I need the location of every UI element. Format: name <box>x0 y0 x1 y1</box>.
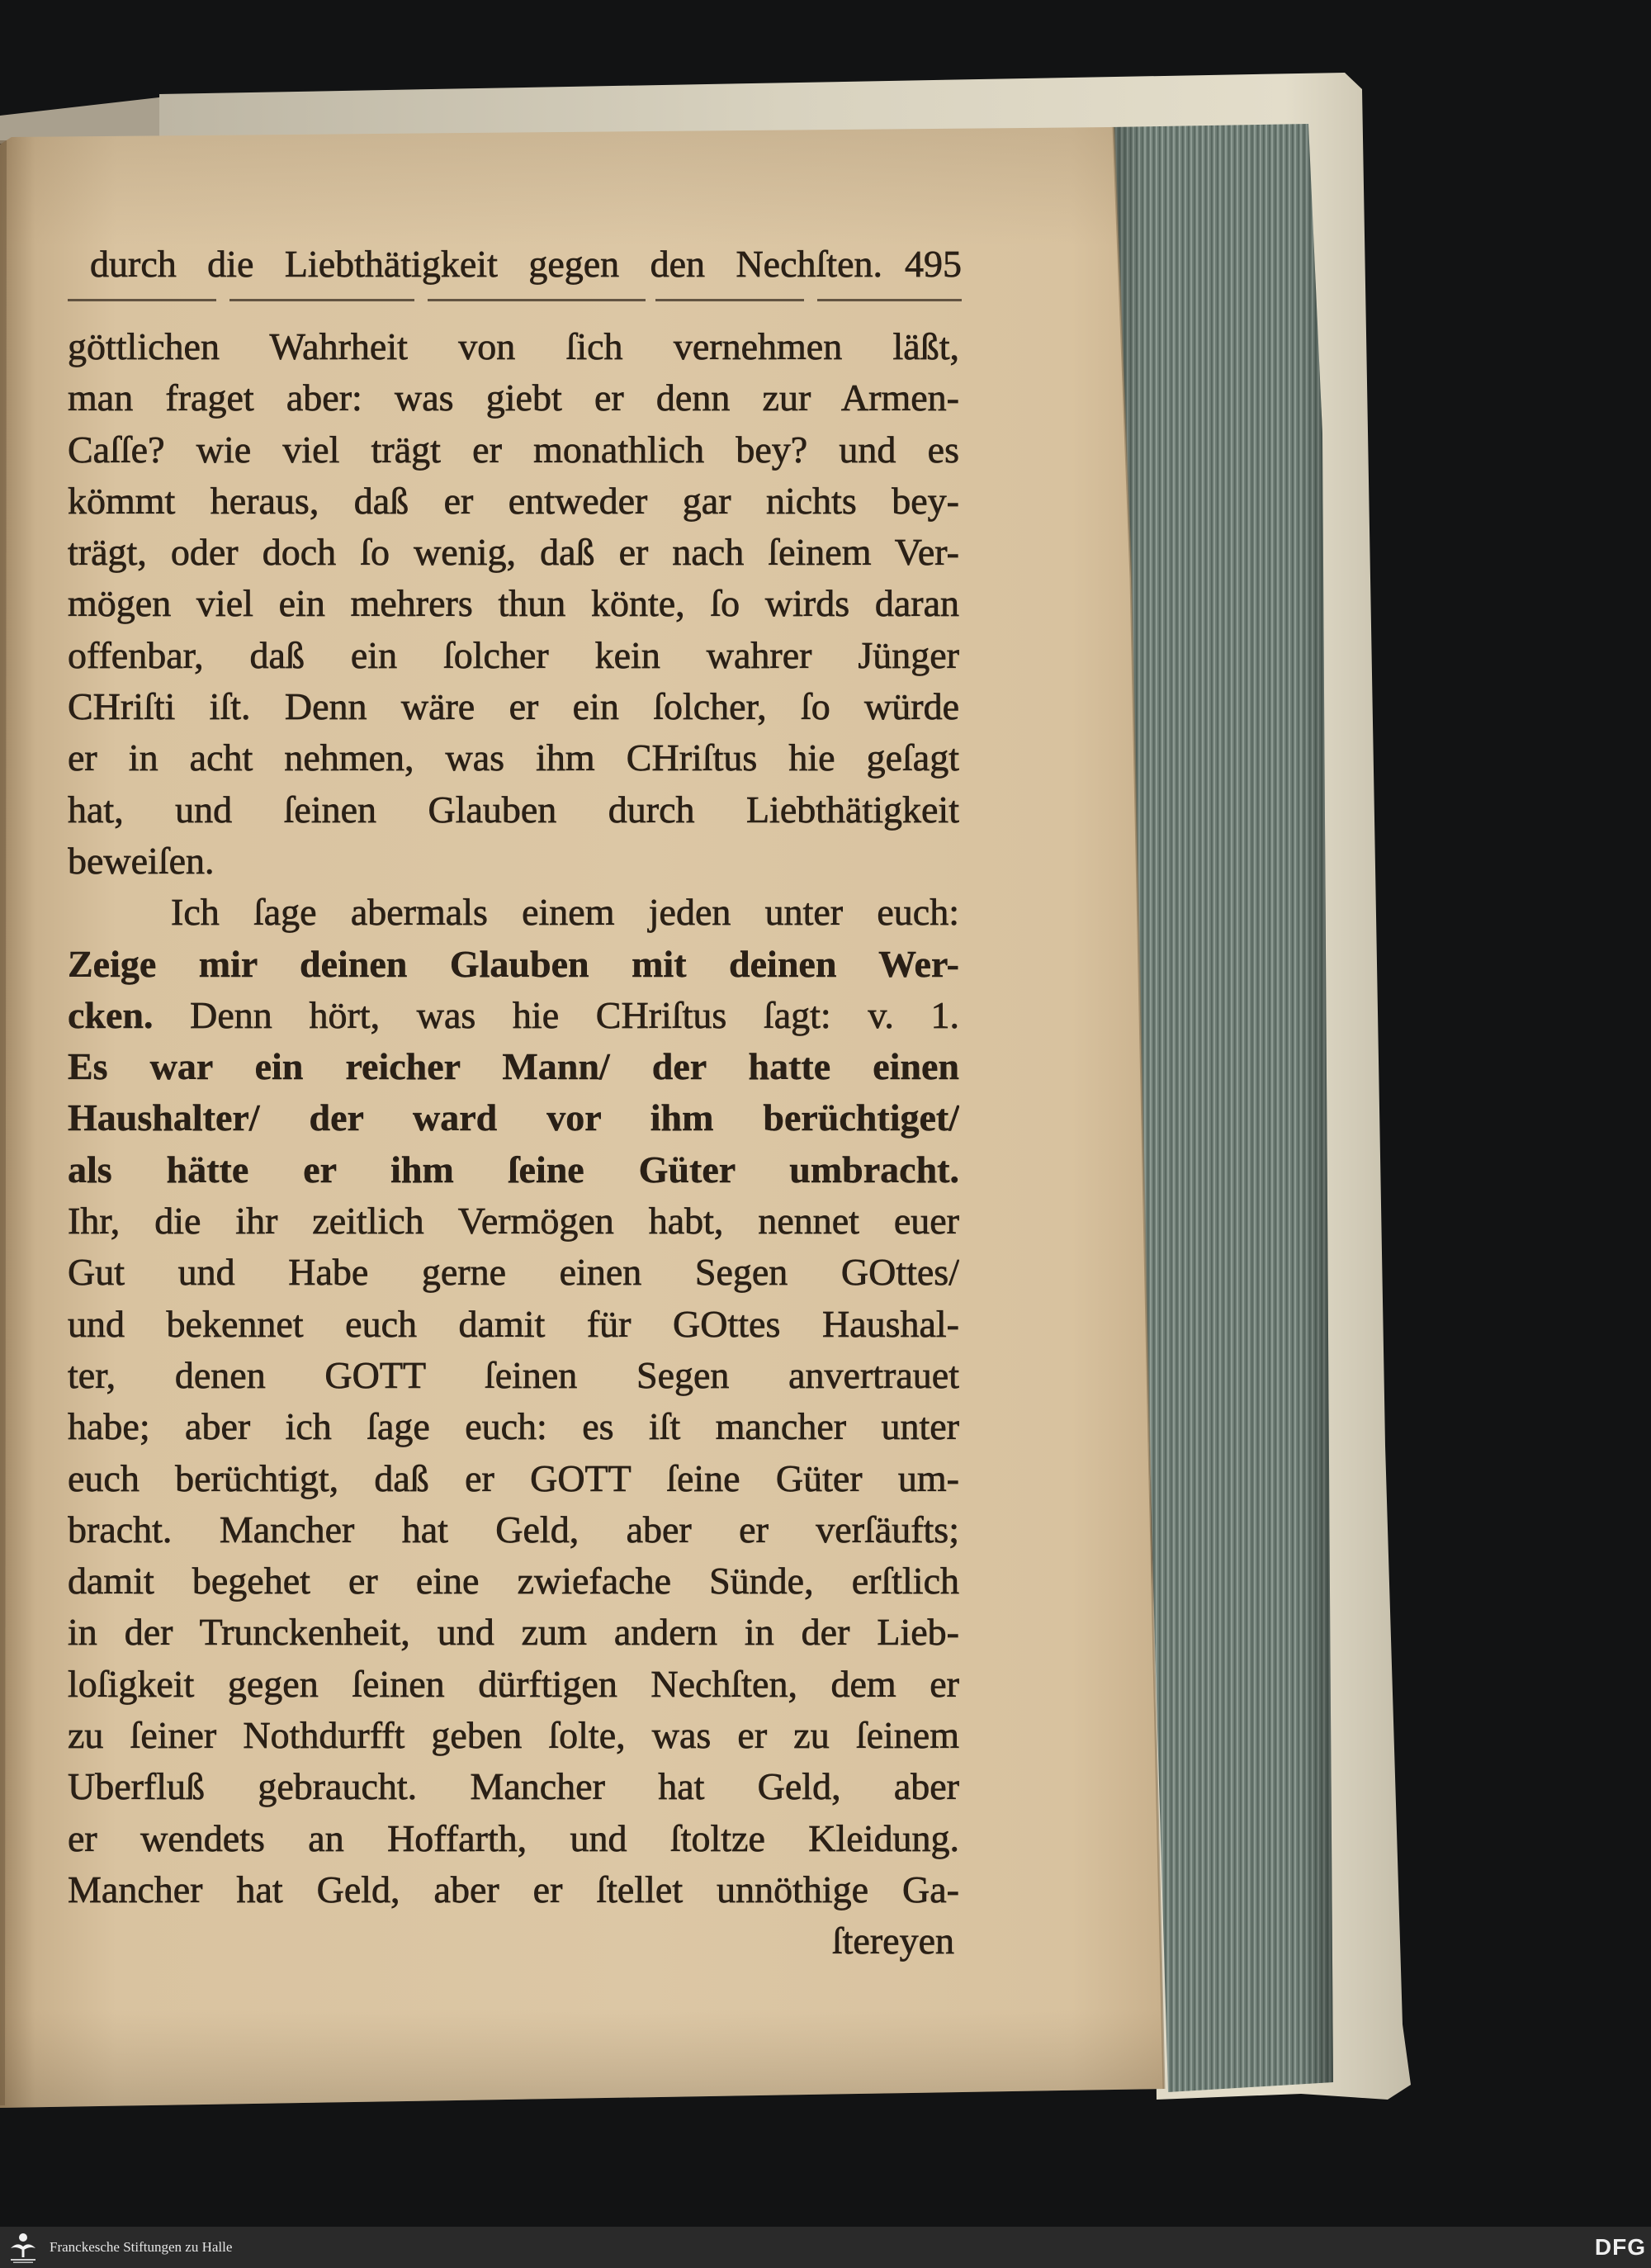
paragraph-first-line: Ich ſage abermals einem jeden unter euch: <box>171 891 959 934</box>
text-line <box>68 990 959 1041</box>
scripture-line: Zeige mir deinen Glauben mit deinen Wer- <box>68 942 959 985</box>
text-line: er wendets an Hoffarth, und ſtoltze Kleidung. <box>68 1816 959 1859</box>
text-line: bracht. Mancher hat Geld, aber er verſäufts; <box>68 1508 959 1551</box>
dfg-logo: DFG <box>1594 2234 1646 2260</box>
running-head-title: durch die Liebthätigkeit gegen den Nechſten. <box>90 243 882 285</box>
page-number: 495 <box>905 243 962 285</box>
catchword: ſtereyen <box>831 1920 954 1963</box>
scripture-line: als hätte er ihm ſeine Güter umbracht. <box>68 1148 959 1191</box>
header-rule <box>68 299 962 301</box>
text-line: loſigkeit gegen ſeinen dürftigen Nechſten, dem er <box>68 1662 959 1705</box>
text-line: zu ſeiner Nothdurfft geben ſolte, was er zu ſeinem <box>68 1714 959 1757</box>
scripture-fragment: cken. <box>68 993 154 1036</box>
scripture-line: Haushalter/ der ward vor ihm berüchtiget/ <box>68 1096 959 1139</box>
text-line: CHriſti iſt. Denn wäre er ein ſolcher, ſo würde <box>68 685 959 728</box>
text-line: trägt, oder doch ſo wenig, daß er nach ſeinem Ver- <box>68 531 959 574</box>
text-line: offenbar, daß ein ſolcher kein wahrer Jünger <box>68 633 959 676</box>
franckesche-stiftungen-logo-icon <box>6 2230 40 2265</box>
text-line: euch berüchtigt, daß er GOTT ſeine Güter um- <box>68 1456 959 1499</box>
text-line: beweiſen. <box>68 839 215 882</box>
text-line: hat, und ſeinen Glauben durch Liebthätigkeit <box>68 788 959 831</box>
text-line: er in acht nehmen, was ihm CHriſtus hie geſagt <box>68 736 959 779</box>
body-text <box>68 321 959 1967</box>
text-line: Caſſe? wie viel trägt er monathlich bey? und es <box>68 428 959 471</box>
text-line: ter, denen GOTT ſeinen Segen anvertrauet <box>68 1353 959 1396</box>
text-line: habe; aber ich ſage euch: es iſt mancher unter <box>68 1405 959 1448</box>
footer-bar <box>0 2227 1651 2268</box>
text-line: in der Trunckenheit, und zum andern in der Lieb- <box>68 1611 959 1654</box>
gutter-shadow <box>2 140 3 2105</box>
text-line: göttlichen Wahrheit von ſich vernehmen läßt, <box>68 325 959 367</box>
text-fragment: Denn hört, was hie CHriſtus ſagt: v. 1. <box>190 993 959 1036</box>
text-line: Mancher hat Geld, aber er ſtellet unnöthige Ga- <box>68 1868 959 1911</box>
text-line: man fraget aber: was giebt er denn zur Armen- <box>68 376 959 419</box>
institution-name: Franckesche Stiftungen zu Halle <box>50 2239 233 2255</box>
text-line: kömmt heraus, daß er entweder gar nichts bey- <box>68 479 959 522</box>
text-line: und bekennet euch damit für GOttes Haushal- <box>68 1302 959 1345</box>
scripture-line: Es war ein reicher Mann/ der hatte einen <box>68 1045 959 1088</box>
text-line: Gut und Habe gerne einen Segen GOttes/ <box>68 1251 959 1294</box>
running-head <box>90 239 962 290</box>
text-line: damit begehet er eine zwiefache Sünde, erſtlich <box>68 1560 959 1603</box>
text-line: Ihr, die ihr zeitlich Vermögen habt, nennet euer <box>68 1200 959 1243</box>
text-line: mögen viel ein mehrers thun könte, ſo wirds daran <box>68 582 959 625</box>
text-line: Uberfluß gebraucht. Mancher hat Geld, aber <box>68 1765 959 1808</box>
